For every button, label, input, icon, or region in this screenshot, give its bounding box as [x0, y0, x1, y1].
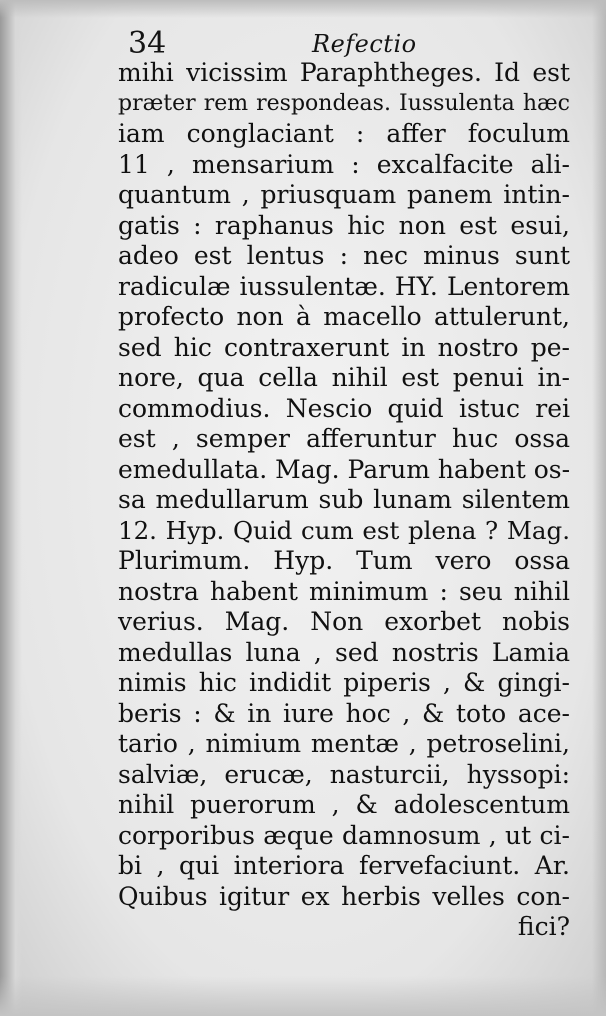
text-line: iam conglaciant : affer foculum — [118, 119, 570, 148]
text-line: commodius. Nescio quid istuc rei — [118, 393, 570, 423]
text-line: medullas luna , sed nostris Lamia — [118, 637, 570, 667]
text-line: salviæ, erucæ, nasturcii, hyssopi: — [118, 759, 570, 789]
text-line: Plurimum. Hyp. Tum vero ossa — [118, 546, 570, 575]
text-line: emedullata. Mag. Parum habent os- — [118, 454, 571, 484]
text-line: quantum , priusquam panem intin- — [118, 180, 570, 209]
text-line: radiculæ iussulentæ. HY. Lentorem — [118, 271, 570, 301]
text-line: tario , nimium mentæ , petroselini, — [118, 729, 570, 758]
catchword: fici? — [517, 912, 570, 941]
text-line: præter rem respondeas. Iussulenta hæc — [118, 90, 570, 116]
text-line: profecto non à macello attulerunt, — [118, 302, 570, 331]
running-head: Refectio — [312, 30, 417, 58]
page-edge-shadow-top — [0, 0, 606, 18]
body-text — [118, 58, 570, 943]
text-line: 11 , mensarium : excalfacite ali- — [118, 149, 570, 179]
page-edge-shadow-right — [592, 0, 606, 1016]
text-line: verius. Mag. Non exorbet nobis — [118, 607, 570, 636]
text-line: gatis : raphanus hic non est esui, — [118, 210, 570, 240]
text-line: sed hic contraxerunt in nostro pe- — [118, 332, 570, 362]
page-number: 34 — [128, 26, 167, 61]
text-line: nihil puerorum , & adolescentum — [118, 790, 570, 819]
page-edge-shadow-left — [0, 0, 22, 1016]
text-line: mihi vicissim Paraphtheges. Id est — [118, 58, 570, 87]
text-line: sa medullarum sub lunam silentem — [118, 485, 570, 514]
text-line: est , semper afferuntur huc ossa — [118, 424, 570, 453]
text-line: nore, qua cella nihil est penui in- — [118, 363, 570, 392]
text-line: nimis hic indidit piperis , & gingi- — [118, 668, 570, 697]
page-edge-shadow-bottom — [0, 976, 606, 1016]
text-line: bi , qui interiora fervefaciunt. Ar. — [118, 851, 570, 880]
text-line: nostra habent minimum : seu nihil — [118, 576, 570, 606]
text-line: beris : & in iure hoc , & toto ace- — [118, 698, 570, 728]
text-line: adeo est lentus : nec minus sunt — [118, 241, 570, 270]
text-line: Quibus igitur ex herbis velles con- — [118, 881, 570, 911]
text-line: 12. Hyp. Quid cum est plena ? Mag. — [118, 515, 570, 545]
text-line: corporibus æque damnosum , ut ci- — [118, 820, 570, 850]
